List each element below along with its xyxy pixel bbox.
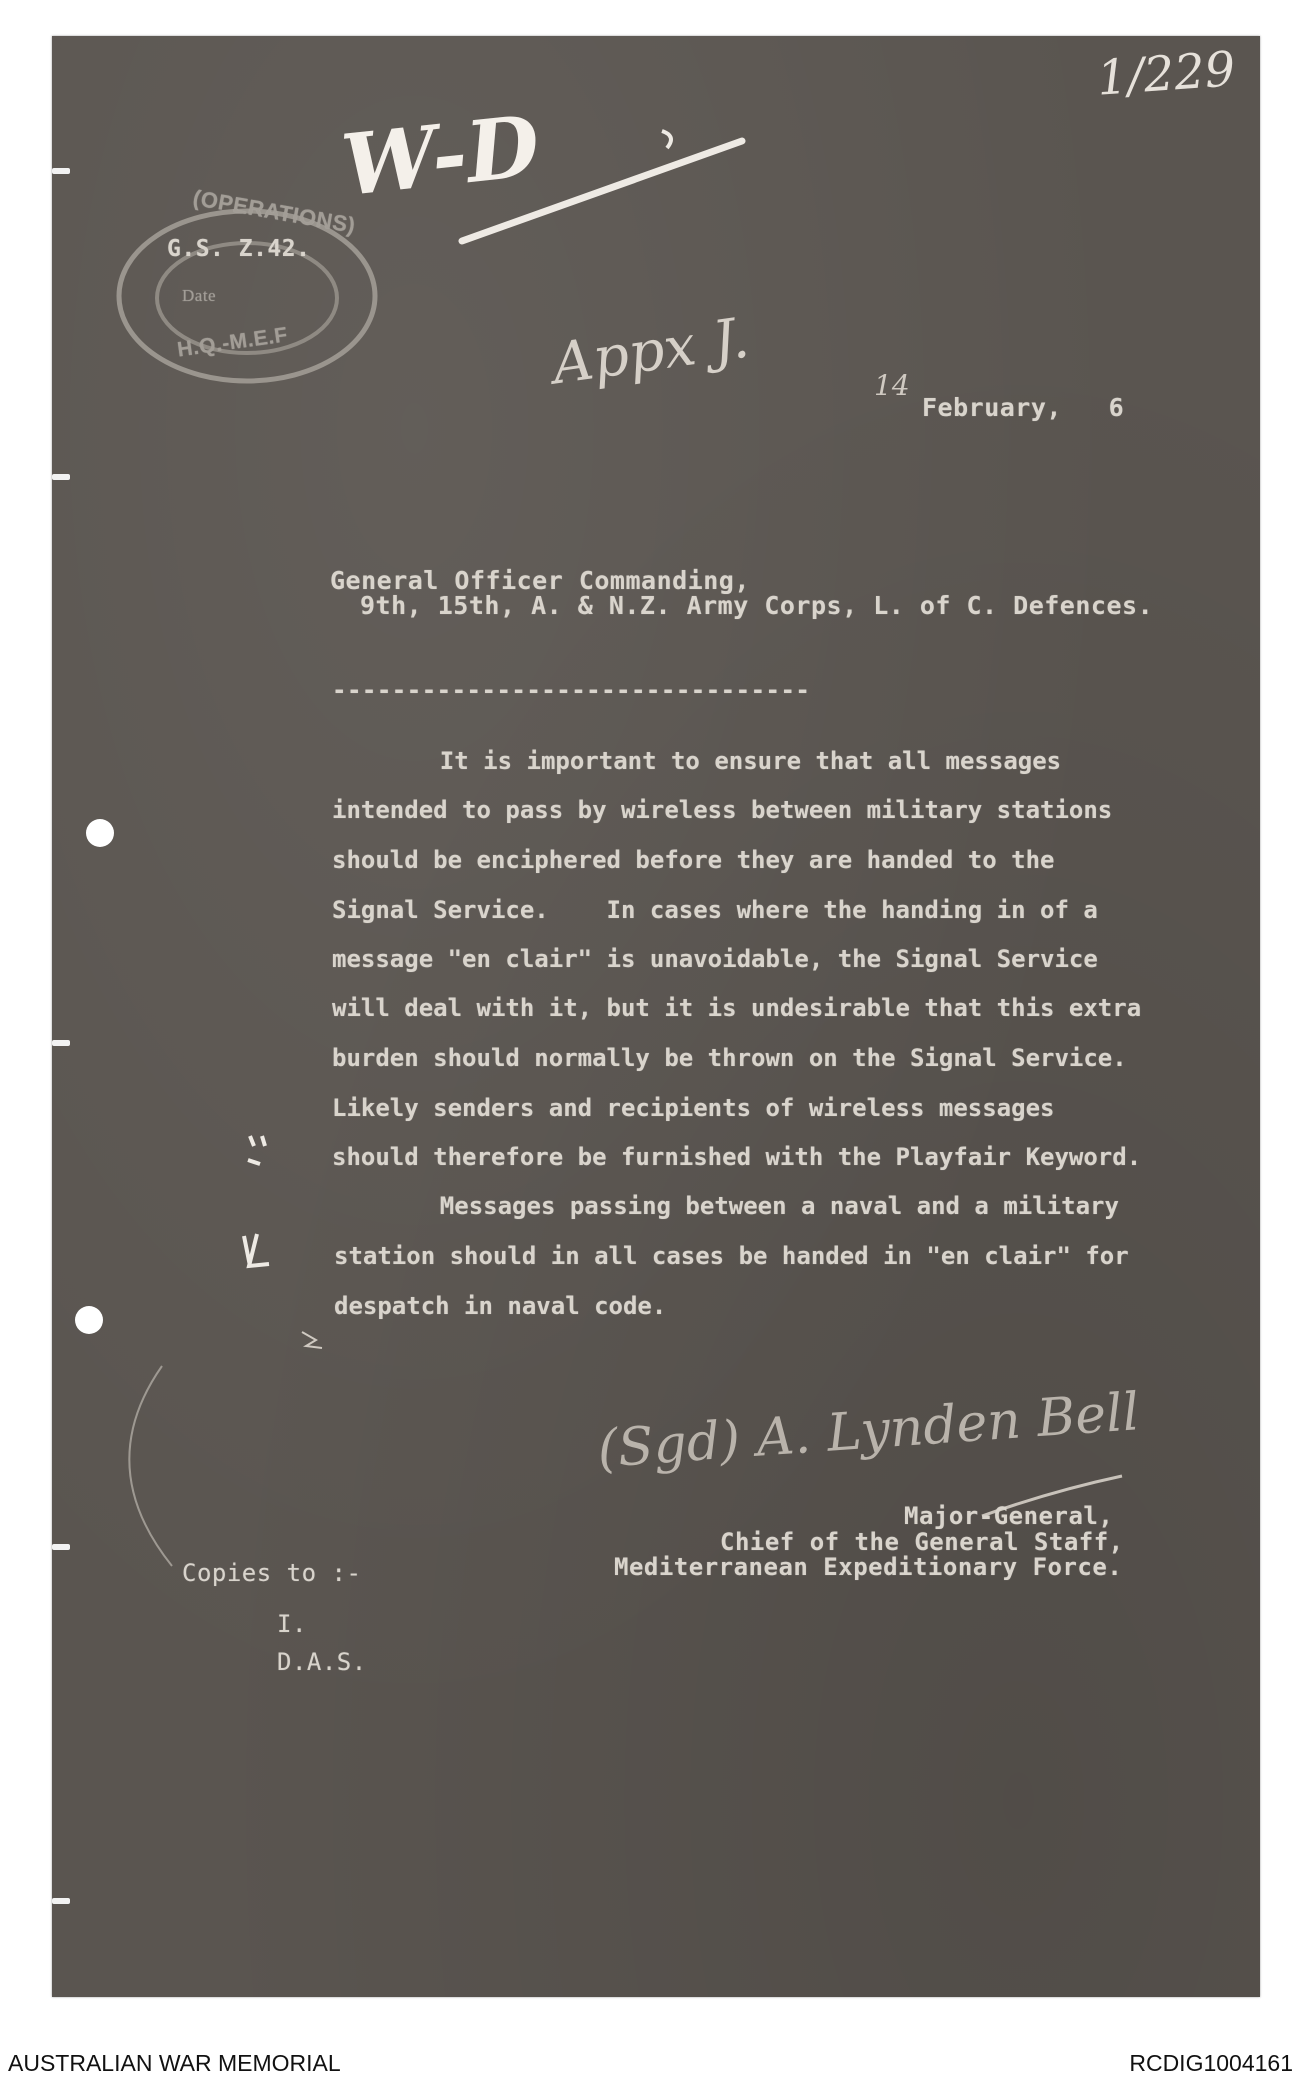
document-page <box>52 36 1260 1997</box>
copies-item: D.A.S. <box>277 1648 367 1676</box>
footer-left: AUSTRALIAN WAR MEMORIAL <box>8 2050 341 2076</box>
appendix-note: Appx J. <box>548 305 753 398</box>
address-line-1: General Officer Commanding, <box>330 566 750 595</box>
copies-item: I. <box>277 1610 307 1638</box>
body-line: Likely senders and recipients of wireless messages <box>332 1094 1055 1122</box>
signatory-line: Major-General, <box>904 1502 1114 1530</box>
body-line: station should in all cases be handed in "en clair" for <box>334 1242 1129 1270</box>
body-line: despatch in naval code. <box>334 1292 667 1320</box>
stamp-reference: G.S. Z.42. <box>167 236 311 262</box>
footer-right: RCDIG1004161 <box>1129 2050 1293 2076</box>
signatory-line: Mediterranean Expeditionary Force. <box>614 1553 1123 1581</box>
stamp-ring-top: (OPERATIONS) <box>191 184 358 239</box>
body-line: intended to pass by wireless between military stations <box>332 796 1113 824</box>
margin-marks <box>52 36 1260 1997</box>
copies-heading: Copies to :- <box>182 1559 362 1587</box>
chalk-annotation: W-D <box>337 95 545 216</box>
body-line: It is important to ensure that all messages <box>382 747 1062 775</box>
separator-line: -------------------------------- <box>332 676 811 704</box>
date-line: February, 6 <box>922 393 1125 422</box>
body-line: Messages passing between a naval and a military <box>382 1192 1119 1220</box>
signature: (Sgd) A. Lynden Bell <box>595 1382 1142 1480</box>
body-line: Signal Service. In cases where the handing in of a <box>332 896 1098 924</box>
date-day: 14 <box>874 369 910 402</box>
body-line: will deal with it, but it is undesirable that this extra <box>332 994 1142 1022</box>
body-line: message "en clair" is unavoidable, the Signal Service <box>332 945 1098 973</box>
reference-number: 1/229 <box>1095 41 1238 107</box>
body-line: should therefore be furnished with the Playfair Keyword. <box>332 1143 1142 1171</box>
stamp-date-label: Date <box>182 286 217 305</box>
address-line-2: 9th, 15th, A. & N.Z. Army Corps, L. of C. Defences. <box>360 591 1154 620</box>
body-line: burden should normally be thrown on the Signal Service. <box>332 1044 1127 1072</box>
signatory-line: Chief of the General Staff, <box>720 1528 1124 1556</box>
body-line: should be enciphered before they are handed to the <box>332 846 1055 874</box>
stamp-ring-bottom: H.Q.-M.E.F <box>175 323 290 362</box>
